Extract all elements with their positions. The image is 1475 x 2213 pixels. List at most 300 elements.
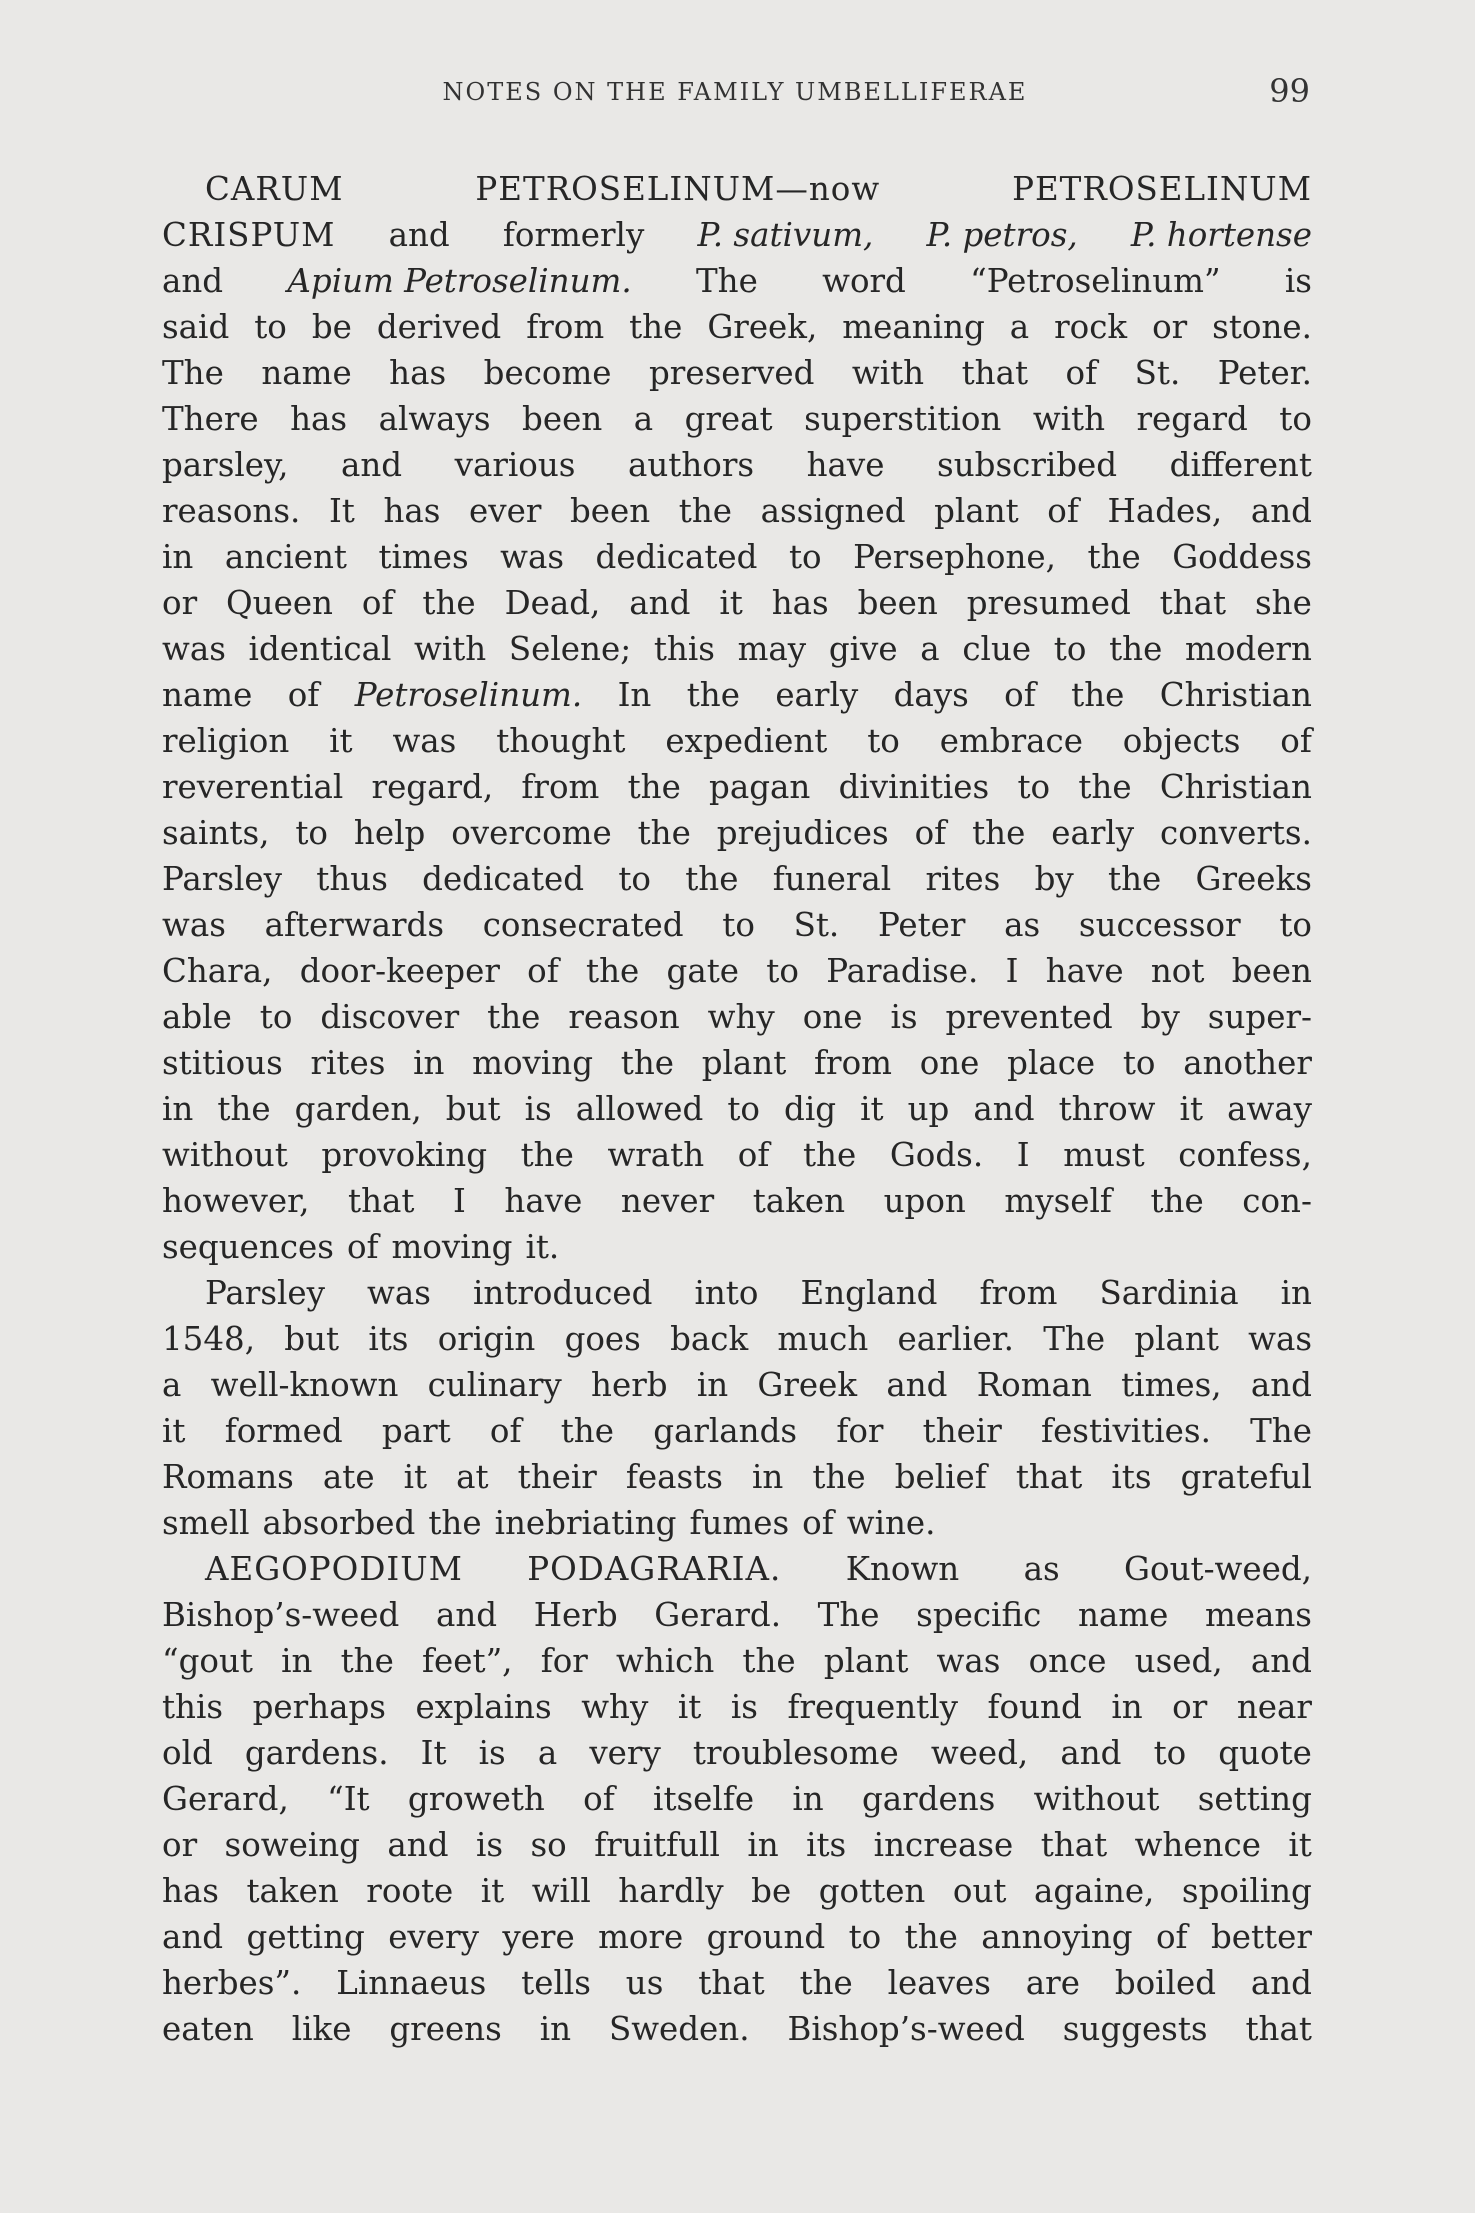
word: like — [291, 2010, 352, 2048]
word: in — [792, 1780, 824, 1818]
word: one — [802, 998, 863, 1036]
word: The — [162, 354, 224, 392]
word: has — [389, 354, 447, 392]
word: AEGOPODIUM — [205, 1550, 463, 1588]
word: and — [162, 262, 224, 300]
word: to — [254, 308, 287, 346]
word: England — [800, 1274, 938, 1312]
word: was — [392, 722, 457, 760]
word: the — [1108, 860, 1162, 898]
text-line — [162, 1408, 1312, 1454]
word: another — [1183, 1044, 1312, 1082]
text-line — [162, 534, 1312, 580]
word: feasts — [625, 1458, 723, 1496]
word: its — [1111, 1458, 1152, 1496]
word: regard, — [371, 768, 494, 806]
word: it — [677, 1688, 702, 1726]
text-line — [162, 672, 1312, 718]
word: of — [346, 1228, 379, 1266]
word: pagan — [709, 768, 811, 806]
word: Greek, — [707, 308, 818, 346]
text-line — [162, 856, 1312, 902]
word: saints, — [162, 814, 270, 852]
word: authors — [627, 446, 755, 484]
word: us — [625, 1964, 664, 2002]
word: that — [961, 354, 1029, 392]
word: with — [851, 354, 925, 392]
word: roote — [366, 1872, 454, 1910]
word: this — [653, 630, 715, 668]
word: St. — [793, 906, 840, 944]
word: introduced — [472, 1274, 653, 1312]
word: There — [162, 400, 259, 438]
word: a — [1009, 308, 1030, 346]
word: plant — [701, 1044, 787, 1082]
text-line — [162, 1638, 1312, 1684]
word: fruitfull — [594, 1826, 720, 1864]
word: Christian — [1159, 676, 1312, 714]
text-line — [162, 1776, 1312, 1822]
word: or — [162, 584, 198, 622]
word: derived — [376, 308, 502, 346]
word: was — [500, 538, 565, 576]
word: Sardinia — [1099, 1274, 1239, 1312]
word: feet”, — [422, 1642, 513, 1680]
word: P. sativum, — [697, 216, 874, 254]
word: successor — [1078, 906, 1241, 944]
text-line — [162, 1224, 1312, 1270]
word: however, — [162, 1182, 310, 1220]
text-line — [162, 1546, 1312, 1592]
word: plant — [823, 1642, 909, 1680]
word: the — [1150, 1182, 1204, 1220]
word: able — [162, 998, 232, 1036]
word: Linnaeus — [336, 1964, 487, 2002]
word: early — [1051, 814, 1135, 852]
word: this — [162, 1688, 224, 1726]
text-line — [162, 580, 1312, 626]
word: door-keeper — [299, 952, 500, 990]
word: to — [867, 722, 900, 760]
word: was — [162, 630, 226, 668]
word: frequently — [787, 1688, 958, 1726]
word: embrace — [939, 722, 1083, 760]
word: its — [806, 1826, 847, 1864]
word: againe, — [1033, 1872, 1155, 1910]
word: Hades, — [1107, 492, 1223, 530]
word: in — [539, 2010, 572, 2048]
word: different — [1169, 446, 1312, 484]
word: better — [1210, 1918, 1312, 1956]
word: it — [403, 1458, 428, 1496]
word: every — [388, 1918, 479, 1956]
word: is — [524, 1090, 552, 1128]
word: I — [1016, 1136, 1030, 1174]
word: and — [1060, 1734, 1122, 1772]
word: early — [775, 676, 859, 714]
word: that — [698, 1964, 765, 2002]
word: religion — [162, 722, 290, 760]
word: prevented — [945, 998, 1113, 1036]
word: garden, — [294, 1090, 422, 1128]
word: is — [890, 998, 918, 1036]
word: once — [1028, 1642, 1107, 1680]
word: back — [670, 1320, 749, 1358]
word: Dead, — [504, 584, 601, 622]
word: consecrated — [482, 906, 684, 944]
word: P. petros, — [926, 216, 1078, 254]
word: in — [162, 538, 194, 576]
word: plant — [1134, 1320, 1219, 1358]
word: help — [353, 814, 426, 852]
word: Bishop’s-weed — [787, 2010, 1025, 2048]
word: always — [378, 400, 491, 438]
word: been — [522, 400, 603, 438]
word: or — [1172, 1688, 1208, 1726]
word: gardens. — [244, 1734, 389, 1772]
word: in — [1111, 1688, 1143, 1726]
word: formed — [224, 1412, 343, 1450]
word: by — [1140, 998, 1180, 1036]
word: dedicated — [595, 538, 758, 576]
word: been — [857, 584, 938, 622]
word: The — [695, 262, 758, 300]
word: to — [259, 998, 293, 1036]
word: Parsley — [205, 1274, 325, 1312]
word: with — [1032, 400, 1106, 438]
word: gardens — [862, 1780, 996, 1818]
word: been — [1231, 952, 1312, 990]
word: ground — [706, 1918, 826, 1956]
word: It — [420, 1734, 447, 1772]
word: yere — [502, 1918, 575, 1956]
word: was — [936, 1642, 1001, 1680]
word: used, — [1134, 1642, 1223, 1680]
word: objects — [1122, 722, 1241, 760]
word: it — [1179, 1090, 1204, 1128]
word: are — [1025, 1964, 1080, 2002]
text-line — [162, 1132, 1312, 1178]
word: goes — [564, 1320, 641, 1358]
word: converts. — [1160, 814, 1312, 852]
word: the — [422, 584, 476, 622]
word: a — [920, 630, 940, 668]
word: provoking — [321, 1136, 488, 1174]
word: festivities. — [1041, 1412, 1211, 1450]
text-line — [162, 1178, 1312, 1224]
word: the — [678, 492, 733, 530]
word: to — [1279, 906, 1312, 944]
word: Chara, — [162, 952, 273, 990]
word: the — [972, 814, 1026, 852]
text-line — [162, 1040, 1312, 1086]
word: explains — [415, 1688, 552, 1726]
word: reverential — [162, 768, 344, 806]
word: and — [886, 1366, 948, 1404]
word: gotten — [818, 1872, 926, 1910]
word: upon — [883, 1182, 966, 1220]
word: but — [284, 1320, 340, 1358]
word: in — [162, 1090, 194, 1128]
word: Romans — [162, 1458, 294, 1496]
word: PETROSELINUM — [1012, 170, 1312, 208]
word: old — [162, 1734, 213, 1772]
word: inebriating — [494, 1504, 677, 1542]
word: and — [1250, 1366, 1312, 1404]
word: St. — [1134, 354, 1181, 392]
word: rites — [925, 860, 1001, 898]
word: I — [1005, 952, 1019, 990]
word: for — [836, 1412, 884, 1450]
word: eaten — [162, 2010, 254, 2048]
word: the — [742, 1642, 796, 1680]
word: the — [799, 1964, 853, 2002]
word: moving — [472, 1044, 594, 1082]
word: must — [1063, 1136, 1145, 1174]
word: Peter — [877, 906, 966, 944]
word: in — [1280, 1274, 1312, 1312]
word: away — [1227, 1090, 1312, 1128]
word: dig — [784, 1090, 837, 1128]
word: of — [802, 1504, 834, 1542]
word: a — [162, 1366, 182, 1404]
word: one — [919, 1044, 980, 1082]
word: to — [727, 1090, 760, 1128]
word: has — [290, 400, 348, 438]
word: or — [162, 1826, 198, 1864]
word: to — [848, 1918, 882, 1956]
body-text — [162, 166, 1312, 2052]
word: be — [751, 1872, 792, 1910]
word: from — [521, 768, 600, 806]
word: why — [707, 998, 775, 1036]
word: whence — [1134, 1826, 1261, 1864]
word: is — [730, 1688, 758, 1726]
word: times, — [1121, 1366, 1222, 1404]
text-line — [162, 304, 1312, 350]
word: wrath — [607, 1136, 705, 1174]
word: that — [348, 1182, 415, 1220]
word: very — [589, 1734, 661, 1772]
word: setting — [1197, 1780, 1312, 1818]
word: and — [162, 1918, 224, 1956]
word: ate — [322, 1458, 375, 1496]
word: overcome — [451, 814, 612, 852]
word: without — [1033, 1780, 1160, 1818]
word: it — [329, 722, 353, 760]
word: afterwards — [264, 906, 445, 944]
word: never — [620, 1182, 715, 1220]
word: divinities — [838, 768, 990, 806]
word: of — [1065, 354, 1098, 392]
word: that — [1015, 1458, 1083, 1496]
word: have — [504, 1182, 583, 1220]
text-line — [162, 626, 1312, 672]
word: various — [454, 446, 576, 484]
word: Paradise. — [826, 952, 979, 990]
word: superstition — [804, 400, 1002, 438]
word: CRISPUM — [162, 216, 336, 254]
word: to — [295, 814, 328, 852]
word: Petroselinum. — [354, 676, 583, 714]
text-line — [162, 350, 1312, 396]
word: in — [752, 1458, 784, 1496]
word: in — [696, 1366, 729, 1404]
word: much — [777, 1320, 869, 1358]
word: dedicated — [422, 860, 585, 898]
word: is — [1284, 262, 1312, 300]
word: Gerard, — [162, 1780, 289, 1818]
word: The — [1250, 1412, 1312, 1450]
word: from — [526, 308, 605, 346]
word: The — [817, 1596, 880, 1634]
word: sequences — [162, 1228, 334, 1266]
word: the — [217, 1090, 271, 1128]
word: said — [162, 308, 230, 346]
word: It — [328, 492, 355, 530]
word: prejudices — [716, 814, 889, 852]
word: taken — [752, 1182, 846, 1220]
text-line — [162, 948, 1312, 994]
word: preserved — [649, 354, 815, 392]
word: parsley, — [162, 446, 289, 484]
word: the — [685, 860, 739, 898]
word: 1548, — [162, 1320, 256, 1358]
word: The — [1043, 1320, 1106, 1358]
word: “Petroselinum” — [970, 262, 1221, 300]
word: the — [1087, 538, 1141, 576]
word: modern — [1185, 630, 1312, 668]
word: origin — [437, 1320, 536, 1358]
word: assigned — [760, 492, 906, 530]
word: thus — [316, 860, 388, 898]
word: specific — [916, 1596, 1042, 1634]
word: which — [615, 1642, 715, 1680]
word: P. hortense — [1130, 216, 1312, 254]
text-line — [162, 488, 1312, 534]
text-line — [162, 810, 1312, 856]
word: that — [1040, 1826, 1108, 1864]
text-line — [162, 1822, 1312, 1868]
word: name — [162, 676, 253, 714]
word: of — [1004, 676, 1036, 714]
word: into — [694, 1274, 759, 1312]
word: more — [598, 1918, 684, 1956]
text-line — [162, 1960, 1312, 2006]
word: Queen — [226, 584, 333, 622]
word: of — [583, 1780, 615, 1818]
word: to — [618, 860, 651, 898]
word: of — [1155, 1918, 1188, 1956]
word: clue — [962, 630, 1032, 668]
word: soweing — [224, 1826, 360, 1864]
word: and — [387, 1826, 449, 1864]
word: discover — [320, 998, 460, 1036]
text-line — [162, 212, 1312, 258]
word: Selene; — [508, 630, 632, 668]
word: wine. — [846, 1504, 936, 1542]
word: the — [487, 998, 541, 1036]
word: “It — [327, 1780, 370, 1818]
word: subscribed — [937, 446, 1118, 484]
word: getting — [246, 1918, 365, 1956]
text-line — [162, 764, 1312, 810]
word: name — [1077, 1596, 1169, 1634]
word: part — [381, 1412, 451, 1450]
text-line — [162, 1592, 1312, 1638]
word: Gerard. — [654, 1596, 782, 1634]
word: was — [367, 1274, 431, 1312]
word: to — [1017, 768, 1051, 806]
word: hardly — [618, 1872, 724, 1910]
word: it. — [525, 1228, 560, 1266]
word: formerly — [502, 216, 645, 254]
word: Goddess — [1172, 538, 1312, 576]
text-line — [162, 166, 1312, 212]
word: it — [1288, 1826, 1312, 1864]
word: confess, — [1178, 1136, 1312, 1174]
word: taken — [246, 1872, 339, 1910]
text-line — [162, 1730, 1312, 1776]
word: ever — [469, 492, 542, 530]
word: stone. — [1212, 308, 1312, 346]
word: allowed — [575, 1090, 704, 1128]
text-line — [162, 1454, 1312, 1500]
word: Persephone, — [853, 538, 1056, 576]
word: it — [480, 1872, 505, 1910]
word: of — [527, 952, 559, 990]
word: Greeks — [1195, 860, 1312, 898]
text-line — [162, 1362, 1312, 1408]
word: absorbed — [262, 1504, 416, 1542]
word: to — [1122, 1044, 1156, 1082]
word: Peter. — [1217, 354, 1312, 392]
text-line — [162, 258, 1312, 304]
text-line — [162, 994, 1312, 1040]
word: weed, — [930, 1734, 1029, 1772]
word: the — [560, 1412, 614, 1450]
word: has — [162, 1872, 219, 1910]
word: PETROSELINUM—now — [475, 170, 881, 208]
word: the — [620, 1044, 674, 1082]
text-line — [162, 396, 1312, 442]
text-line — [162, 442, 1312, 488]
word: Greek — [757, 1366, 858, 1404]
word: but — [445, 1090, 501, 1128]
word: boiled — [1114, 1964, 1217, 2002]
word: or — [1152, 308, 1188, 346]
running-title: NOTES ON THE FAMILY UMBELLIFERAE — [442, 78, 1028, 106]
running-head — [160, 72, 1310, 118]
word: belief — [894, 1458, 987, 1496]
word: and — [340, 446, 403, 484]
word: to — [722, 906, 755, 944]
word: in — [747, 1826, 779, 1864]
word: presumed — [966, 584, 1131, 622]
word: reasons. — [162, 492, 301, 530]
word: culinary — [427, 1366, 562, 1404]
word: so — [530, 1826, 567, 1864]
word: near — [1236, 1688, 1312, 1726]
word: will — [531, 1872, 591, 1910]
text-line — [162, 902, 1312, 948]
word: suggests — [1062, 2010, 1208, 2048]
word: identical — [248, 630, 392, 668]
word: ancient — [224, 538, 347, 576]
word: annoying — [981, 1918, 1133, 1956]
word: has — [771, 584, 829, 622]
word: con- — [1242, 1182, 1312, 1220]
